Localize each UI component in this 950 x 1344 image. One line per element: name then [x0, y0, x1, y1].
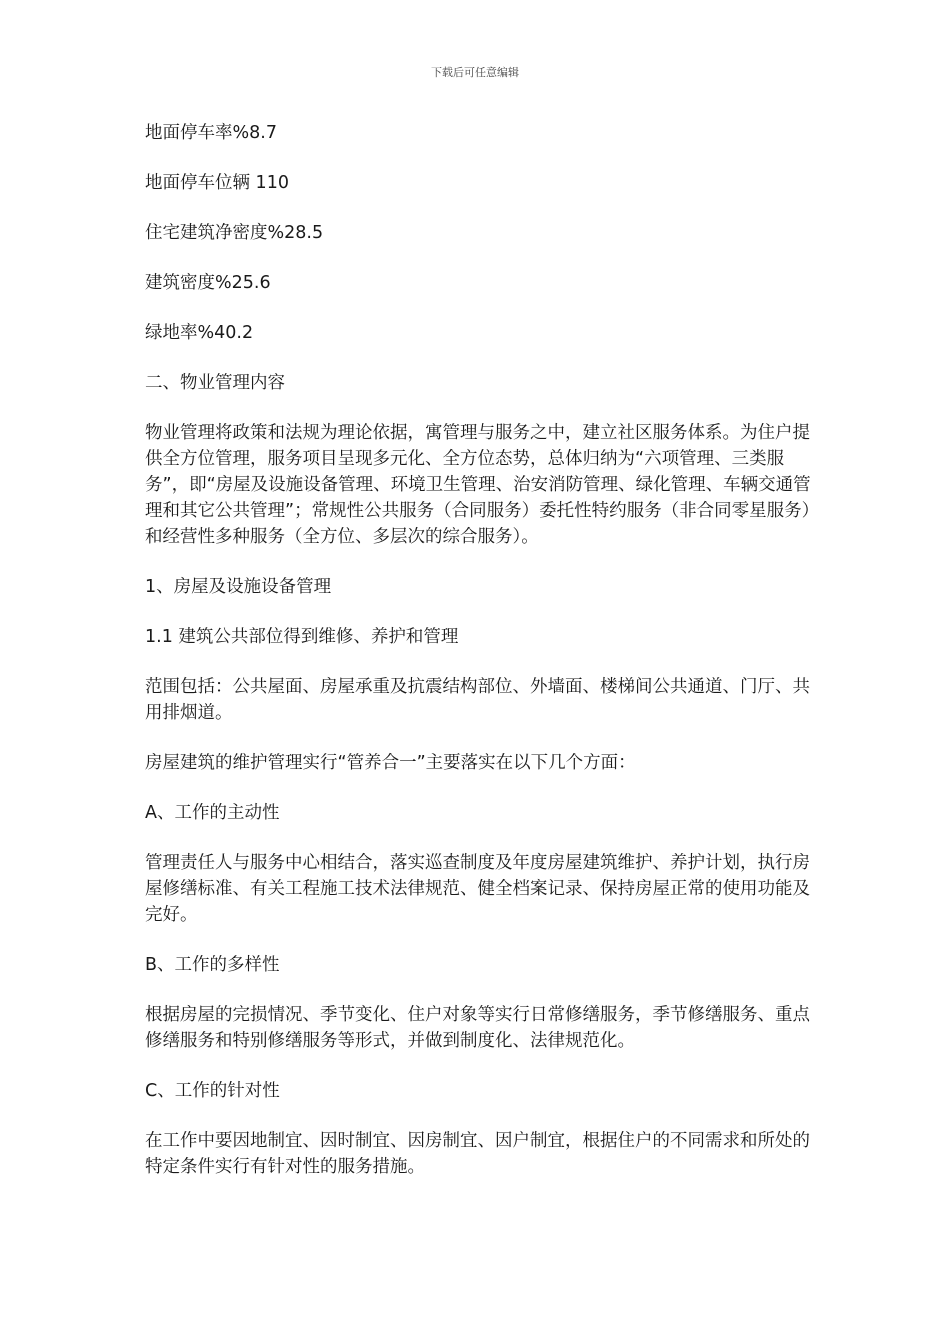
document-body [145, 120, 815, 1204]
item-heading-b: B、工作的多样性 [145, 955, 280, 975]
paragraph-b-detail: 根据房屋的完损情况、季节变化、住户对象等实行日常修缮服务，季节修缮服务、重点修缮服务和特别修缮服务等形式，并做到制度化、法律规范化。 [145, 1005, 810, 1051]
paragraph-maintenance-intro: 房屋建筑的维护管理实行“管养合一”主要落实在以下几个方面： [145, 753, 636, 773]
item-heading-a: A、工作的主动性 [145, 803, 280, 823]
paragraph-ground-parking-spaces: 地面停车位辆 110 [145, 173, 289, 193]
paragraph-residential-net-density: 住宅建筑净密度%28.5 [145, 223, 324, 243]
paragraph-ground-parking-rate: 地面停车率%8.7 [145, 123, 277, 143]
page-header-note: 下载后可任意编辑 [431, 66, 519, 79]
paragraph-green-rate: 绿地率%40.2 [145, 323, 254, 343]
item-heading-c: C、工作的针对性 [145, 1081, 280, 1101]
paragraph-a-detail: 管理责任人与服务中心相结合，落实巡查制度及年度房屋建筑维护、养护计划，执行房屋修缮标准、有关工程施工技术法律规范、健全档案记录、保持房屋正常的使用功能及完好。 [145, 853, 810, 925]
paragraph-building-density: 建筑密度%25.6 [145, 273, 271, 293]
subsection-heading-1-1: 1.1 建筑公共部位得到维修、养护和管理 [145, 627, 459, 647]
paragraph-management-overview: 物业管理将政策和法规为理论依据，寓管理与服务之中，建立社区服务体系。为住户提供全方位管理，服务项目呈现多元化、全方位态势，总体归纳为“六项管理、三类服务”，即“房屋及设施设备管理、环境卫生管理、治安消防管理、绿化管理、车辆交通管理和其它公共管理”；常规性公共服务（合同服务）委托性特约服务（非合同零星服务）和经营性多种服务（全方位、多层次的综合服务）。 [145, 423, 811, 547]
paragraph-scope: 范围包括：公共屋面、房屋承重及抗震结构部位、外墙面、楼梯间公共通道、门厅、共用排烟道。 [145, 677, 810, 723]
section-heading-property-management: 二、物业管理内容 [145, 373, 285, 393]
paragraph-c-detail: 在工作中要因地制宜、因时制宜、因房制宜、因户制宜，根据住户的不同需求和所处的特定条件实行有针对性的服务措施。 [145, 1131, 810, 1177]
subsection-heading-housing-facilities: 1、房屋及设施设备管理 [145, 577, 332, 597]
